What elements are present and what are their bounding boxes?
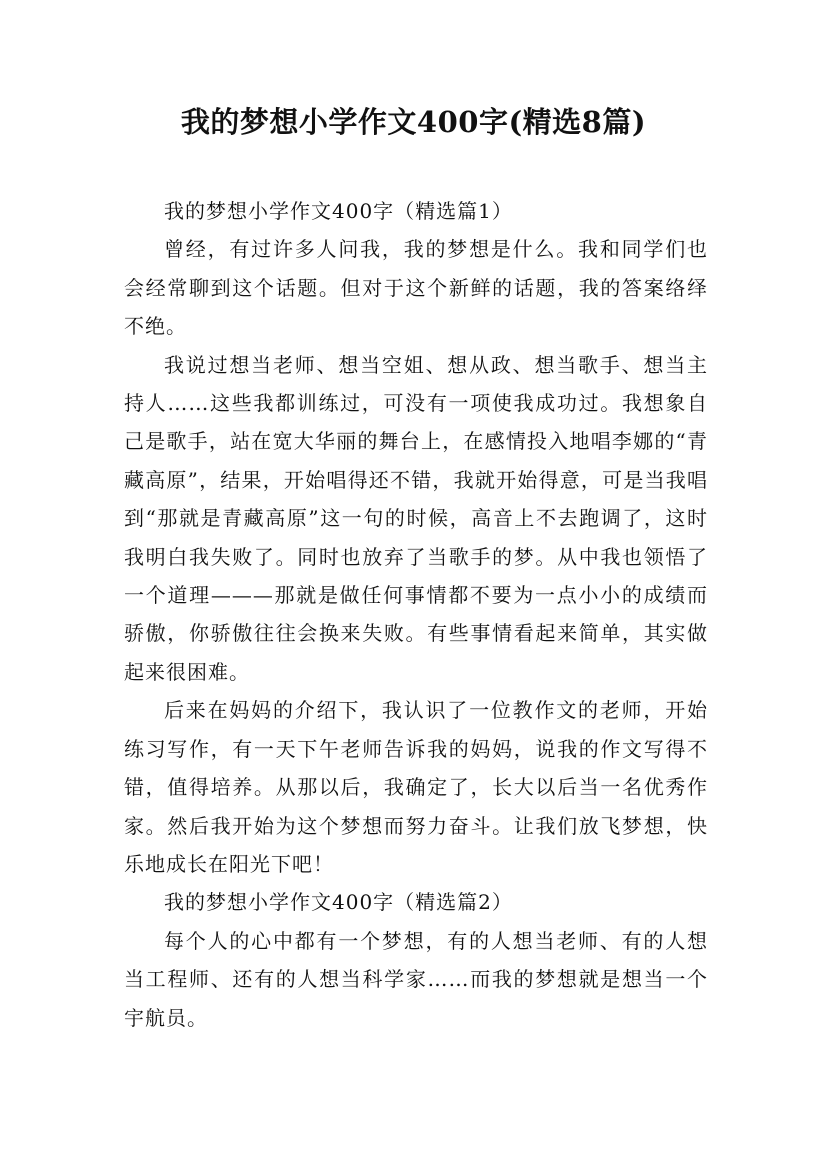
body-paragraph: 我说过想当老师、想当空姐、想从政、想当歌手、想当主持人……这些我都训练过，可没有一项使我成功过。我想象自己是歌手，站在宽大华丽的舞台上，在感情投入地唱李娜的“青藏高原”，结果，开始唱得还不错，我就开始得意，可是当我唱到“那就是青藏高原”这一句的时候，高音上不去跑调了，这时我明白我失败了。同时也放弃了当歌手的梦。从中我也领悟了一个道理———那就是做任何事情都不要为一点小小的成绩而骄傲，你骄傲往往会换来失败。有些事情看起来简单，其实做起来很困难。: [124, 352, 708, 684]
section-heading-2: 我的梦想小学作文400字（精选篇2）: [164, 890, 513, 915]
document-title: 我的梦想小学作文400字(精选8篇): [180, 105, 647, 139]
document-body: [124, 192, 708, 1037]
body-paragraph: 后来在妈妈的介绍下，我认识了一位教作文的老师，开始练习写作，有一天下午老师告诉我的妈妈，说我的作文写得不错，值得培养。从那以后，我确定了，长大以后当一名优秀作家。然后我开始为这个梦想而努力奋斗。让我们放飞梦想，快乐地成长在阳光下吧！: [124, 698, 708, 876]
section-heading-1: 我的梦想小学作文400字（精选篇1）: [164, 199, 513, 223]
body-paragraph: 每个人的心中都有一个梦想，有的人想当老师、有的人想当工程师、还有的人想当科学家……而我的梦想就是想当一个宇航员。: [124, 928, 708, 1030]
body-paragraph: 曾经，有过许多人问我，我的梦想是什么。我和同学们也会经常聊到这个话题。但对于这个新鲜的话题，我的答案络绎不绝。: [124, 237, 708, 339]
